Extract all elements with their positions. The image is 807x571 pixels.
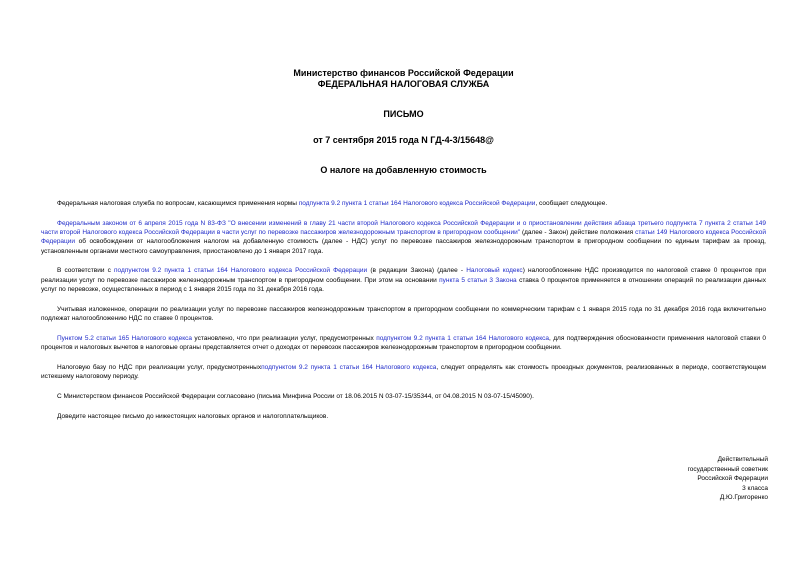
link-subparagraph-9-2[interactable]: подпунктом 9.2 пункта 1 статьи 164 Налогового кодекса Российской Федерации [114,267,368,275]
document-date-number: от 7 сентября 2015 года N ГД-4-3/15648@ [313,135,494,145]
paragraph-3 [41,266,766,294]
text: ) налогообложение НДС производится по налоговой ставке 0 процентов при реализации услуг по перевозке пассажиров железнодорожным транспортом в пригородном сообщении. При этом на основании [41,267,767,284]
link-article-149[interactable]: статьи 149 Налогового кодекса Российской Федерации [41,229,766,246]
document-body [41,199,766,421]
signature-line: Действительный [717,456,768,463]
text: Федеральная налоговая служба по вопросам, касающимся применения нормы [57,200,299,207]
text: ставка 0 процентов применяется в отношении операций по реализации данных услуг по перевозке, осуществленных в период с 1 января 2015 года по 31 декабря 2016 года. [41,276,766,294]
link-subparagraph-9-2[interactable]: подпунктом 9.2 пункта 1 статьи 164 Налогового кодекса [261,364,437,372]
paragraph-6 [41,363,766,382]
paragraph-2 [41,219,766,256]
link-article-165[interactable]: Пунктом 5.2 статьи 165 Налогового кодекса [57,334,193,342]
document-subject: О налоге на добавленную стоимость [320,165,487,175]
text: С Министерством финансов Российской Федерации согласовано (письма Минфина России от 18.06.2015 N 03-07-15/35344, от 04.08.2015 N 03-07-15/45090). [57,393,534,401]
ministry-name: Министерство финансов Российской Федерации [293,68,514,78]
signatory-name: Д.Ю.Григоренко [719,494,768,501]
signature-line: Российской Федерации [697,475,768,482]
text: В соответствии с [57,267,115,275]
paragraph-7 [41,392,766,401]
text: , следует определять как стоимость проездных документов, реализованных в периоде, соответствующем истекшему налоговому периоду. [41,364,766,381]
paragraph-4 [41,305,766,324]
paragraph-1 [41,199,766,208]
signature-block [680,455,768,503]
paragraph-8 [41,412,766,421]
text: (далее - Закон) действие положения [520,229,636,237]
link-subparagraph-9-2[interactable]: подпунктом 9.2 пункта 1 статьи 164 Налогового кодекса [376,334,550,342]
link-federal-law-83[interactable]: Федеральным законом от 6 апреля 2015 года N 83-ФЗ "О внесении изменений в главу 21 части второй Налогового кодекса Российской Федерации и о приостановлении действия абзаца третьего подпункта 7 пункта 2 статьи 149 части второй Налогового кодекса Российской Федерации в части услуг по перевозке пассажиров железнодорожным транспортом в пригородном сообщении" [41,219,766,237]
document-type: ПИСЬМО [383,109,424,119]
signature-line: 3 класса [742,484,768,492]
link-law-article-3[interactable]: пункта 5 статьи 3 Закона [439,276,517,284]
text: (в редакции Закона) (далее - [367,267,467,275]
text: Учитывая изложенное, операции по реализации услуг по перевозке пассажиров железнодорожным транспортом в пригородном сообщении по коммерческим тарифам с 1 января 2015 года по 31 декабря 2016 года включительно подлежат налогообложению НДС по ставке 0 процентов. [41,305,766,323]
link-tax-code[interactable]: Налоговый кодекс [466,267,523,275]
text: установлено, что при реализации услуг, предусмотренных [192,334,377,342]
signature-line: государственный советник [687,465,768,473]
paragraph-5 [41,334,766,353]
text: , для подтверждения обоснованности применения налоговой ставки 0 процентов и налоговых вычетов в налоговые органы представляется отчет о доходах от перевозок пассажиров железнодорожным транспортом в пригородном сообщении. [41,334,766,352]
document-header [41,0,766,176]
text: , сообщает следующее. [535,200,608,207]
text: Налоговую базу по НДС при реализации услуг, предусмотренных [57,364,262,372]
text: об освобождении от налогообложения налогом на добавленную стоимость (далее - НДС) услуг по перевозке пассажиров железнодорожным транспортом в пригородном сообщении по единым тарифам за проезд, установленным органами местного самоуправления, приостановлено до 1 января 2017 года. [41,238,766,255]
link-subparagraph-9-2[interactable]: подпункта 9.2 пункта 1 статьи 164 Налогового кодекса Российской Федерации [298,200,536,207]
text: Доведите настоящее письмо до нижестоящих налоговых органов и налогоплательщиков. [57,412,329,420]
service-name: ФЕДЕРАЛЬНАЯ НАЛОГОВАЯ СЛУЖБА [317,79,490,89]
